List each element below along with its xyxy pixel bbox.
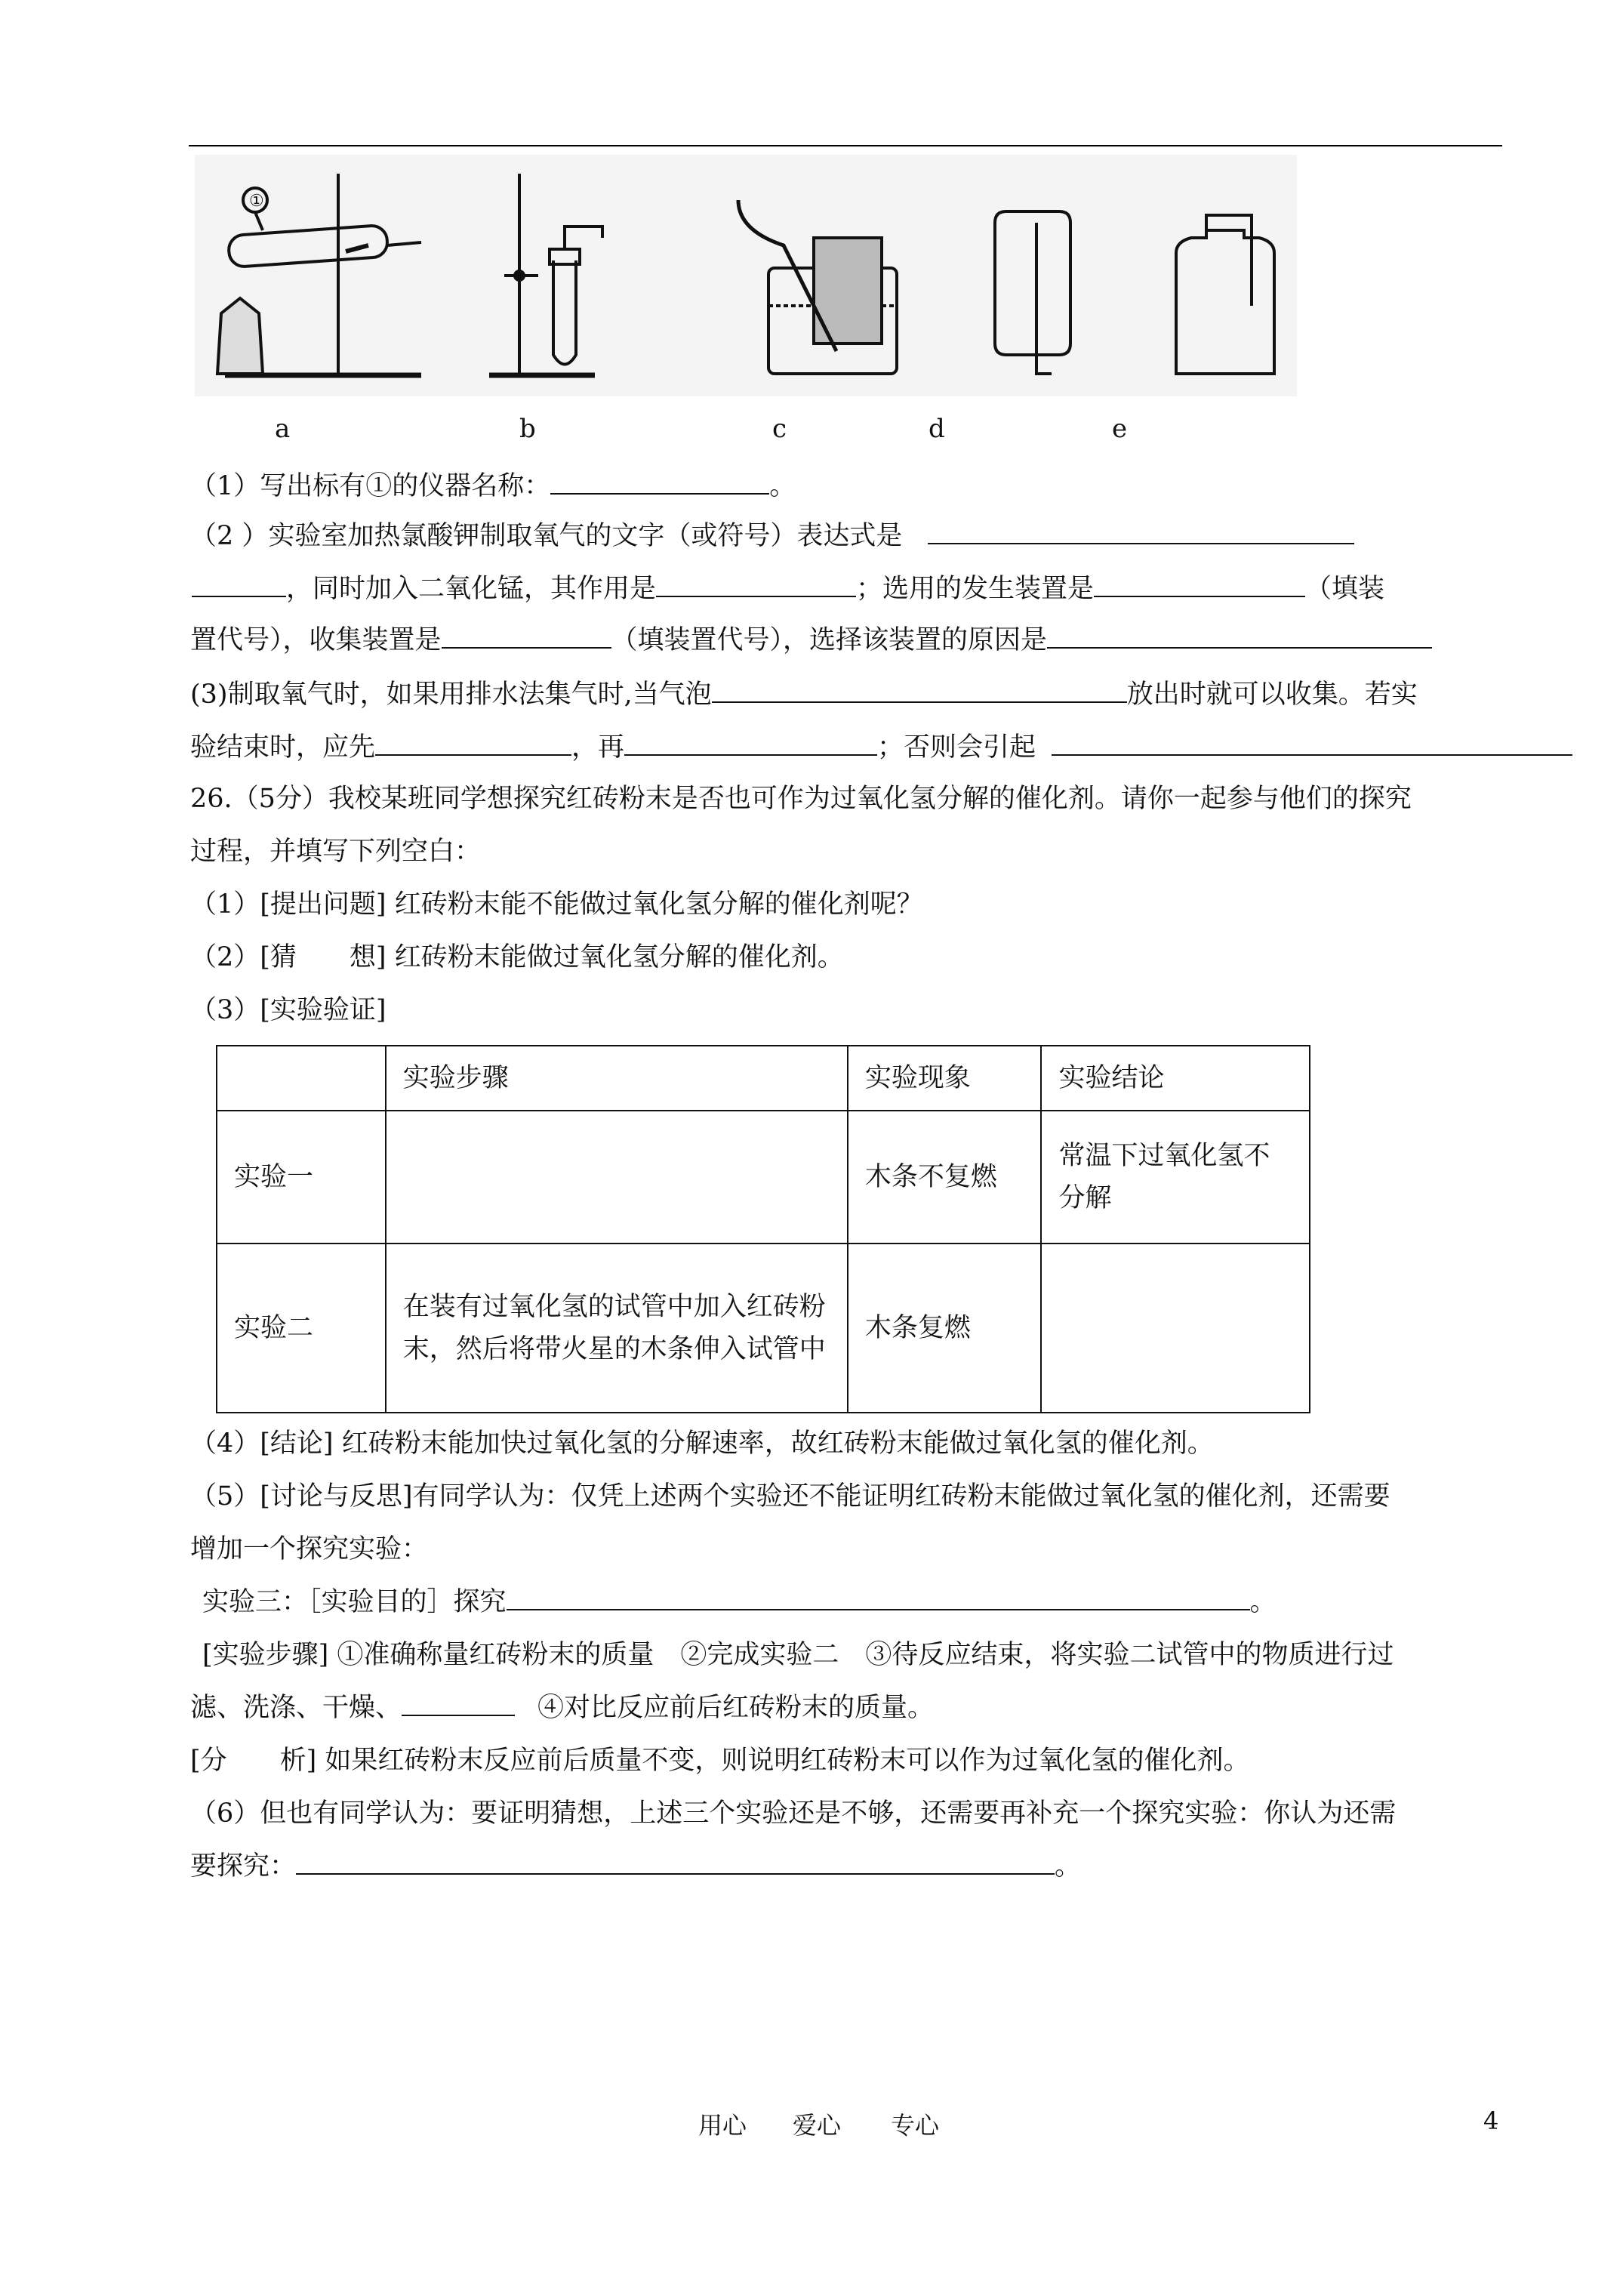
answer-blank[interactable] [656, 573, 856, 597]
table-cell: 在装有过氧化氢的试管中加入红砖粉末，然后将带火星的木条伸入试管中 [386, 1244, 848, 1413]
question-3-line1: (3)制取氧气时，如果用排水法集气时,当气泡 放出时就可以收集。若实 [190, 680, 1418, 710]
table-cell: 常温下过氧化氢不分解 [1041, 1111, 1310, 1244]
q26-part6-line1: （6）但也有同学认为：要证明猜想，上述三个实验还是不够，还需要再补充一个探究实验：你认为还需 [190, 1798, 1397, 1829]
answer-blank[interactable] [1052, 732, 1572, 756]
q26-intro-line2: 过程，并填写下列空白： [190, 837, 482, 867]
q26-part5-line1: （5）[讨论与反思]有同学认为：仅凭上述两个实验还不能证明红砖粉末能做过氧化氢的催化剂，还需要 [190, 1481, 1390, 1512]
table-header-row [217, 1046, 1310, 1111]
answer-blank[interactable] [192, 573, 286, 597]
table-cell: 实验二 [217, 1244, 386, 1413]
q26-part4: （4）[结论] 红砖粉末能加快过氧化氢的分解速率，故红砖粉末能做过氧化氢的催化剂。 [190, 1428, 1214, 1459]
label-d: d [929, 414, 945, 444]
experiment-table [216, 1045, 1310, 1413]
table-header-cell: 实验结论 [1041, 1046, 1310, 1111]
table-header-cell: 实验现象 [848, 1046, 1042, 1111]
footer-slogan-2: 爱心 [793, 2111, 842, 2140]
footer-slogan-3: 专心 [891, 2111, 940, 2140]
label-c: c [772, 414, 787, 444]
answer-blank[interactable] [402, 1692, 515, 1716]
label-e: e [1112, 414, 1128, 444]
answer-blank[interactable] [624, 732, 877, 756]
label-b: b [519, 414, 536, 444]
answer-blank[interactable] [928, 520, 1354, 544]
marker-1 [249, 192, 264, 211]
question-3-line2: 验结束时，应先 ，再 ；否则会引起 [190, 731, 1572, 764]
svg-text:①: ① [249, 192, 264, 211]
footer-slogan-1: 用心 [698, 2111, 747, 2140]
answer-blank[interactable] [550, 470, 769, 495]
table-cell-answer[interactable] [1041, 1244, 1310, 1413]
experiment-3: 实验三：［实验目的］探究 。 [202, 1587, 1277, 1617]
answer-blank[interactable] [1094, 573, 1305, 597]
answer-blank[interactable] [442, 624, 611, 649]
table-cell: 实验一 [217, 1111, 386, 1244]
experiment-steps-line2: 滤、洗涤、干燥、 ④对比反应前后红砖粉末的质量。 [190, 1693, 935, 1723]
table-cell-answer[interactable] [386, 1111, 848, 1244]
answer-blank[interactable] [712, 679, 1127, 703]
answer-blank[interactable] [375, 732, 571, 756]
label-a: a [275, 414, 291, 444]
q26-intro-line1: 26.（5分）我校某班同学想探究红砖粉末是否也可作为过氧化氢分解的催化剂。请你一起参与他们的探究 [190, 784, 1412, 814]
q1-text: （1）写出标有①的仪器名称： [190, 471, 551, 501]
q26-part3: （3）[实验验证] [190, 995, 387, 1025]
analysis: [分 析] 如果红砖粉末反应前后质量不变，则说明红砖粉末可以作为过氧化氢的催化剂。 [190, 1746, 1250, 1776]
answer-blank[interactable] [507, 1586, 1250, 1610]
experiment-steps-line1: [实验步骤] ①准确称量红砖粉末的质量 ②完成实验二 ③待反应结束，将实验二试管中的物质进行过 [202, 1640, 1394, 1670]
question-2-line1: （2 ）实验室加热氯酸钾制取氧气的文字（或符号）表达式是 [190, 519, 1354, 553]
page-number: 4 [1483, 2106, 1499, 2135]
table-cell: 木条复燃 [848, 1244, 1042, 1413]
question-2-line2: ，同时加入二氧化锰，其作用是 ；选用的发生装置是 （填装 [192, 572, 1384, 606]
q26-part6-line2: 要探究： 。 [190, 1851, 1082, 1881]
table-row [217, 1244, 1310, 1413]
q26-part1: （1）[提出问题] 红砖粉末能不能做过氧化氢分解的催化剂呢？ [190, 889, 923, 920]
table-header-cell [217, 1046, 386, 1111]
question-1: （1）写出标有①的仪器名称： 。 [190, 471, 796, 501]
apparatus-figure [195, 155, 1297, 396]
q26-part2: （2）[猜 想] 红砖粉末能做过氧化氢分解的催化剂。 [190, 942, 844, 972]
table-cell: 木条不复燃 [848, 1111, 1042, 1244]
q26-part5-line2: 增加一个探究实验： [190, 1534, 429, 1564]
answer-blank[interactable] [1047, 624, 1432, 649]
table-header-cell: 实验步骤 [386, 1046, 848, 1111]
header-rule [189, 145, 1502, 146]
table-row [217, 1111, 1310, 1244]
question-2-line3: 置代号），收集装置是 （填装置代号），选择该装置的原因是 [190, 624, 1432, 657]
answer-blank[interactable] [296, 1851, 1055, 1875]
